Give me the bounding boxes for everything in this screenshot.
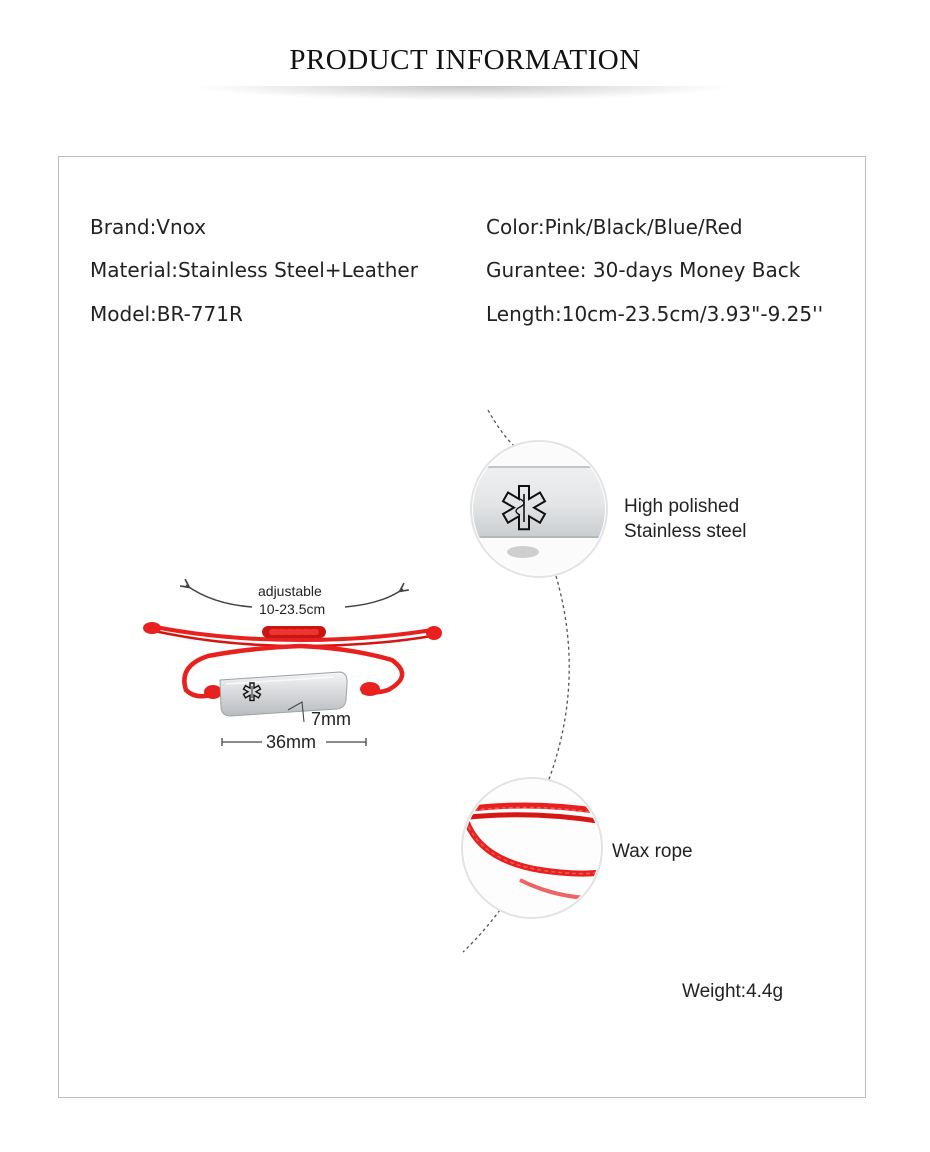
spec-brand: Brand:Vnox	[90, 215, 207, 239]
plate-height-label: 7mm	[311, 709, 351, 729]
adjust-range-label: 10-23.5cm	[259, 601, 326, 617]
rope-closeup	[460, 776, 604, 920]
bracelet-image	[143, 622, 442, 746]
plate-width-label: 36mm	[266, 732, 317, 752]
page-title: PRODUCT INFORMATION	[289, 44, 641, 76]
steel-callout-line2: Stainless steel	[624, 521, 747, 542]
spec-material: Material:Stainless Steel+Leather	[90, 258, 418, 282]
rope-callout: Wax rope	[612, 841, 693, 862]
spec-color: Color:Pink/Black/Blue/Red	[486, 215, 743, 239]
adjustable-label: adjustable	[258, 583, 322, 599]
weight-label: Weight:4.4g	[682, 981, 784, 1002]
spec-length: Length:10cm-23.5cm/3.93"-9.25''	[486, 302, 824, 326]
spec-model: Model:BR-771R	[90, 302, 243, 326]
steel-closeup	[470, 440, 610, 580]
steel-callout-line1: High polished	[624, 496, 740, 517]
spec-guarantee: Gurantee: 30-days Money Back	[486, 258, 801, 282]
